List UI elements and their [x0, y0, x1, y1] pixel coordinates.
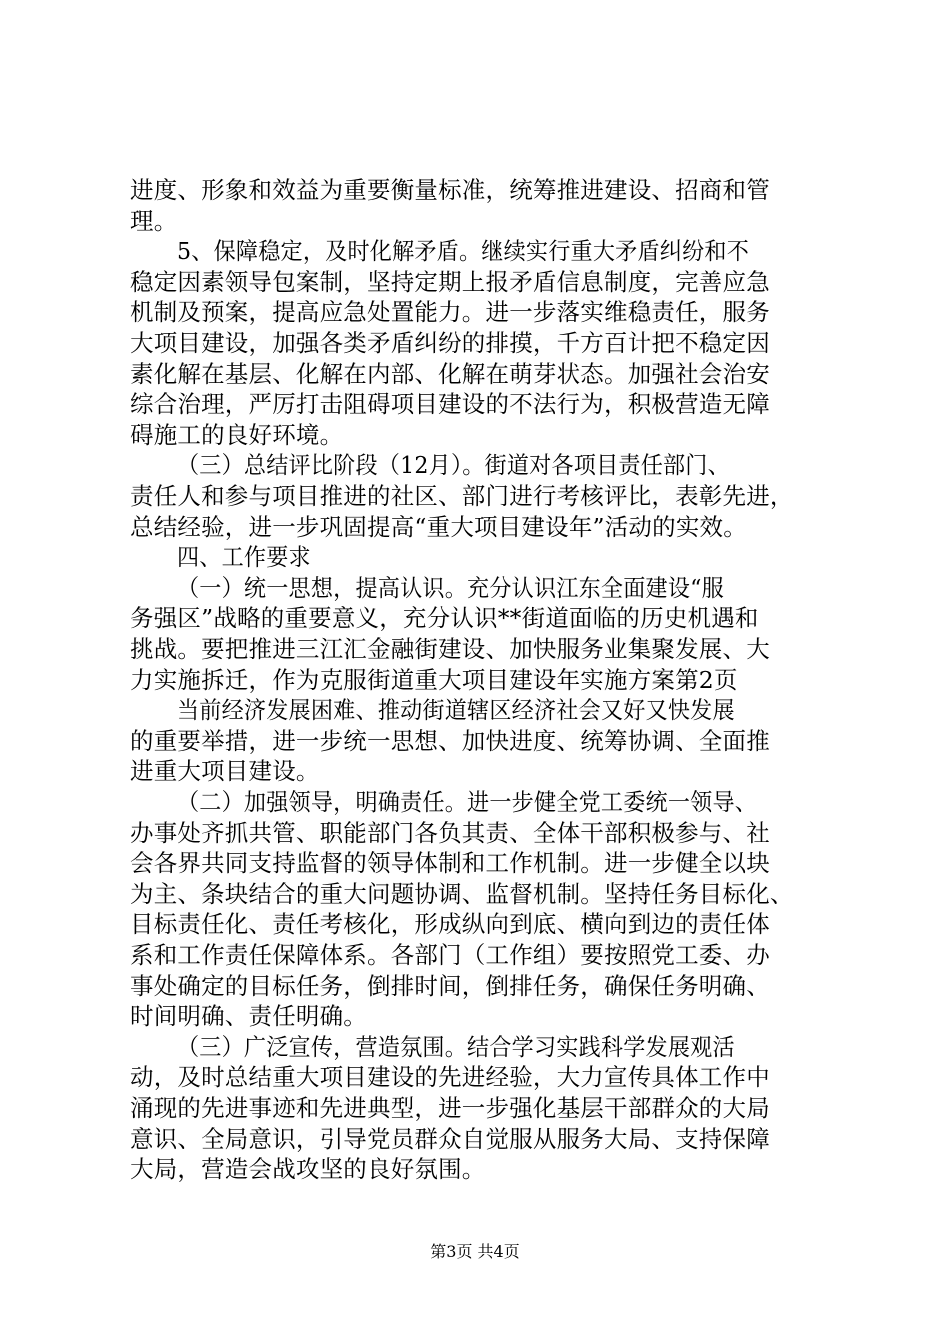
text-line: 务强区”战略的重要意义，充分认识**街道面临的历史机遇和: [130, 604, 759, 633]
text-line: 进度、形象和效益为重要衡量标准，统筹推进建设、招商和管: [130, 176, 770, 204]
text-line: 综合治理，严厉打击阻碍项目建设的不法行为，积极营造无障: [130, 390, 770, 419]
text-line: 大局，营造会战攻坚的良好氛围。: [130, 1155, 486, 1184]
text-line: 总结经验，进一步巩固提高“重大项目建设年”活动的实效。: [130, 512, 747, 541]
text-line: 责任人和参与项目推进的社区、部门进行考核评比，表彰先进，: [130, 482, 794, 510]
text-line: 的重要举措，进一步统一思想、加快进度、统筹协调、全面推: [130, 726, 770, 755]
text-line: 会各界共同支持监督的领导体制和工作机制。进一步健全以块: [130, 849, 770, 878]
text-line: 挑战。要把推进三江汇金融街建设、加快服务业集聚发展、大: [130, 635, 770, 663]
section-heading: 四、工作要求: [177, 543, 311, 572]
text-line: 办事处齐抓共管、职能部门各负其责、全体干部积极参与、社: [130, 818, 770, 847]
text-line: 力实施拆迁，作为克服街道重大项目建设年实施方案第2页: [130, 665, 738, 694]
text-line: 碍施工的良好环境。: [130, 420, 344, 449]
text-line: 机制及预案，提高应急处置能力。进一步落实维稳责任，服务: [130, 298, 770, 327]
text-line: 为主、条块结合的重大问题协调、监督机制。坚持任务目标化、: [130, 879, 794, 908]
text-line: 动，及时总结重大项目建设的先进经验，大力宣传具体工作中: [130, 1063, 770, 1092]
text-line: 系和工作责任保障体系。各部门（工作组）要按照党工委、办: [130, 941, 770, 969]
text-line: 稳定因素领导包案制，坚持定期上报矛盾信息制度，完善应急: [130, 267, 770, 296]
text-line: 意识、全局意识，引导党员群众自觉服从服务大局、支持保障: [130, 1124, 770, 1153]
page-footer: 第3页 共4页: [430, 1242, 520, 1261]
text-line: 理。: [130, 206, 178, 235]
text-line: 涌现的先进事迹和先进典型，进一步强化基层干部群众的大局: [130, 1094, 770, 1122]
text-line: 当前经济发展困难、推动街道辖区经济社会又好又快发展: [177, 696, 735, 725]
text-line: （三）总结评比阶段（12月）。街道对各项目责任部门、: [177, 451, 730, 480]
text-line: 5、保障稳定，及时化解矛盾。继续实行重大矛盾纠纷和不: [177, 237, 750, 266]
text-line: （二）加强领导，明确责任。进一步健全党工委统一领导、: [177, 788, 758, 816]
text-line: 素化解在基层、化解在内部、化解在萌芽状态。加强社会治安: [130, 359, 770, 388]
text-line: 进重大项目建设。: [130, 757, 320, 786]
text-line: 时间明确、责任明确。: [130, 1002, 367, 1031]
text-line: （一）统一思想，提高认识。充分认识江东全面建设“服: [177, 573, 724, 602]
text-line: （三）广泛宣传，营造氛围。结合学习实践科学发展观活: [177, 1032, 735, 1061]
text-line: 事处确定的目标任务，倒排时间，倒排任务，确保任务明确、: [130, 971, 770, 1000]
text-line: 目标责任化、责任考核化，形成纵向到底、横向到边的责任体: [130, 910, 770, 939]
text-line: 大项目建设，加强各类矛盾纠纷的排摸，千方百计把不稳定因: [130, 329, 770, 357]
